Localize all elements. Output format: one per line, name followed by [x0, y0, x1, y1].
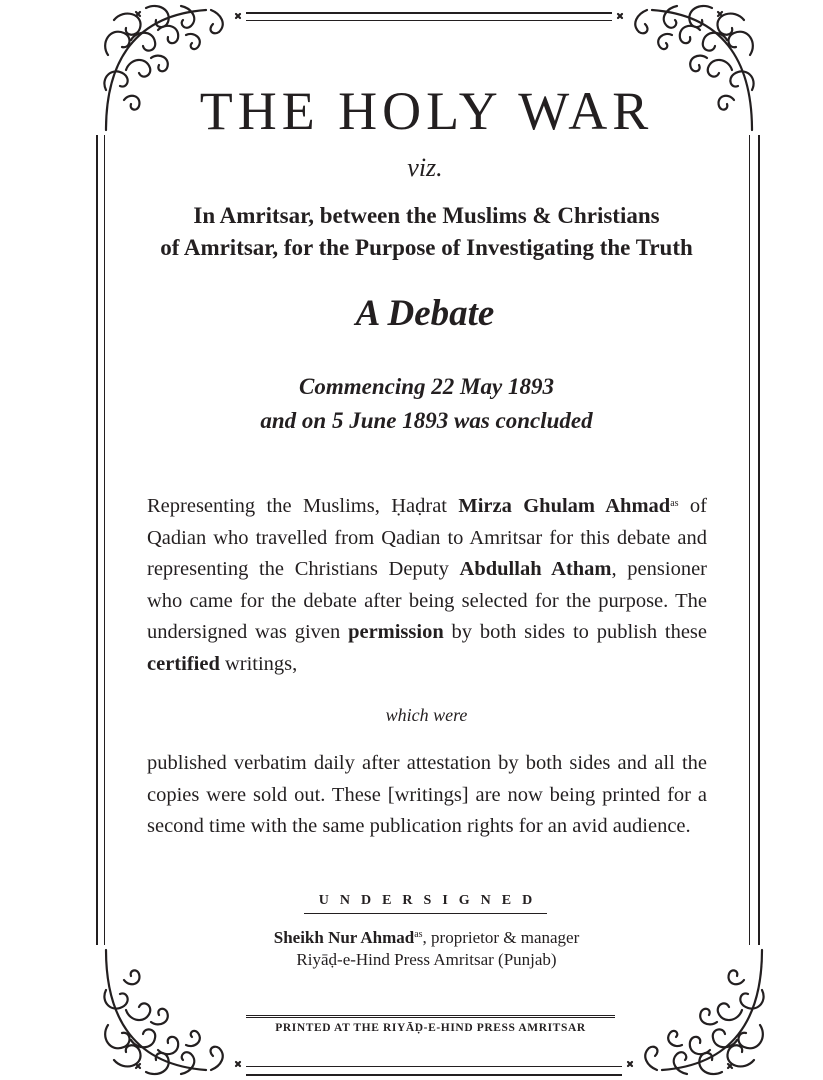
intro-text-3: , pensioner who came for the debate after being selected for the purpose. The undersigned was given	[147, 558, 707, 643]
subtitle-line-1: In Amritsar, between the Muslims & Christians	[193, 203, 660, 228]
intro-text-4: by both sides to publish these	[443, 621, 707, 643]
certified-word: certified	[147, 652, 220, 675]
signer-block	[0, 927, 823, 971]
signer-honorific: as	[414, 929, 423, 940]
book-title: THE HOLY WAR	[199, 81, 654, 141]
dates-line-1: Commencing 22 May 1893	[299, 374, 554, 399]
permission-word: permission	[348, 621, 444, 643]
signer-press: Riyāḍ-e-Hind Press Amritsar (Punjab)	[296, 950, 557, 969]
opponent-name: Abdullah Atham	[459, 558, 612, 580]
publication-paragraph: published verbatim daily after attestation by both sides and all the copies were sold out. These [writings] are now being printed for a second time with the same publication rights for an avid audience.	[147, 752, 707, 837]
intro-text-1: Representing the Muslims, Ḥaḍrat	[147, 495, 459, 517]
intro-paragraph	[147, 491, 707, 680]
intro-text-2: of Qadian who travelled from Qadian to Amritsar for this debate and representing the Christians Deputy	[147, 495, 707, 580]
intro-text-5: writings,	[219, 652, 298, 675]
dates-line-2: and on 5 June 1893 was concluded	[260, 408, 593, 433]
viz-label: viz.	[407, 153, 443, 182]
undersigned-heading: UNDERSIGNED	[304, 893, 547, 914]
subtitle	[0, 200, 823, 264]
author-name: Mirza Ghulam Ahmad	[458, 495, 671, 517]
debate-dates	[0, 370, 823, 438]
honorific-superscript: as	[670, 498, 679, 509]
footer-rule	[246, 1015, 615, 1018]
signer-role: , proprietor & manager	[422, 928, 580, 947]
which-were-label: which were	[385, 705, 468, 725]
signer-name: Sheikh Nur Ahmad	[273, 928, 415, 947]
debate-heading: A Debate	[355, 293, 495, 334]
signer-line-1	[0, 927, 823, 949]
printed-at-footer: PRINTED AT THE RIYĀḌ-E-HIND PRESS AMRITSAR	[275, 1022, 586, 1034]
subtitle-line-2: of Amritsar, for the Purpose of Investigating the Truth	[160, 235, 693, 260]
